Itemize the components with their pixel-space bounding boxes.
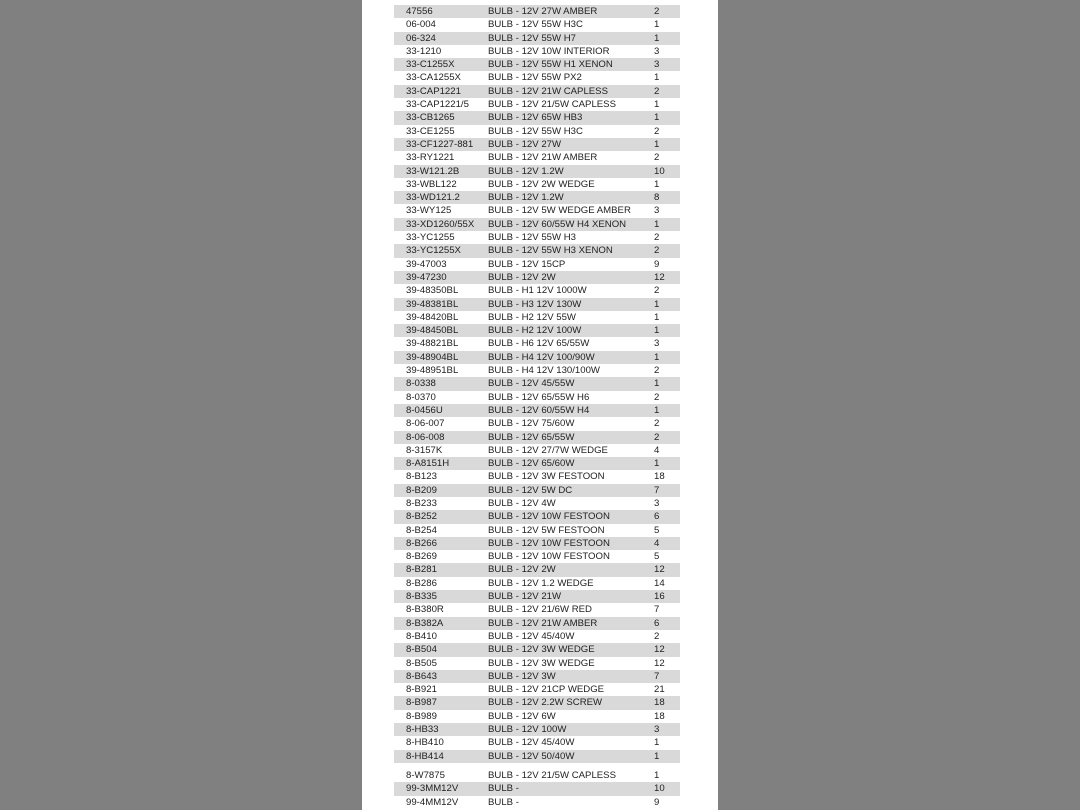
quantity-cell: 1	[654, 72, 660, 84]
table-row	[394, 218, 680, 231]
part-number-cell: 39-48904BL	[406, 351, 459, 363]
quantity-cell: 1	[654, 298, 660, 310]
description-cell: BULB - 12V 21W	[488, 591, 562, 603]
description-cell: BULB - 12V 55W PX2	[488, 72, 582, 84]
quantity-cell: 1	[654, 218, 660, 230]
table-row	[394, 71, 680, 84]
quantity-cell: 3	[654, 497, 660, 509]
quantity-cell: 18	[654, 697, 665, 709]
table-row	[394, 404, 680, 417]
table-row	[394, 18, 680, 31]
quantity-cell: 12	[654, 657, 665, 669]
part-number-cell: 8-B989	[406, 710, 437, 722]
part-number-cell: 8-B281	[406, 564, 437, 576]
part-number-cell: 8-06-007	[406, 418, 445, 430]
description-cell: BULB - 12V 21/6W RED	[488, 604, 592, 616]
part-number-cell: 33-CB1265	[406, 112, 455, 124]
quantity-cell: 3	[654, 338, 660, 350]
table-row	[394, 537, 680, 550]
description-cell: BULB - H3 12V 130W	[488, 298, 582, 310]
description-cell: BULB - H1 12V 1000W	[488, 285, 587, 297]
table-row	[394, 510, 680, 523]
table-row	[394, 284, 680, 297]
quantity-cell: 14	[654, 577, 665, 589]
quantity-cell: 12	[654, 271, 665, 283]
part-number-cell: 33-CA1255X	[406, 72, 461, 84]
description-cell: BULB - 12V 75/60W	[488, 418, 575, 430]
table-row	[394, 377, 680, 390]
part-number-cell: 8-B504	[406, 644, 437, 656]
part-number-cell: 39-47003	[406, 258, 447, 270]
table-row	[394, 5, 680, 18]
part-number-cell: 99-3MM12V	[406, 783, 459, 795]
quantity-cell: 16	[654, 591, 665, 603]
part-number-cell: 33-YC1255	[406, 232, 455, 244]
part-number-cell: 8-0338	[406, 378, 436, 390]
table-row	[394, 298, 680, 311]
part-number-cell: 33-CAP1221/5	[406, 99, 469, 111]
description-cell: BULB - 12V 1.2W	[488, 165, 564, 177]
quantity-cell: 3	[654, 45, 660, 57]
quantity-cell: 8	[654, 192, 660, 204]
table-row	[394, 683, 680, 696]
description-cell: BULB - 12V 55W H7	[488, 32, 576, 44]
table-row	[394, 311, 680, 324]
quantity-cell: 21	[654, 684, 665, 696]
quantity-cell: 1	[654, 178, 660, 190]
description-cell: BULB - 12V 50/40W	[488, 750, 575, 762]
quantity-cell: 5	[654, 524, 660, 536]
quantity-cell: 4	[654, 444, 660, 456]
quantity-cell: 1	[654, 750, 660, 762]
table-row	[394, 796, 680, 809]
table-row	[394, 191, 680, 204]
table-row	[394, 204, 680, 217]
part-number-cell: 33-CE1255	[406, 125, 455, 137]
description-cell: BULB - 12V 21/5W CAPLESS	[488, 769, 616, 781]
table-row	[394, 85, 680, 98]
description-cell: BULB - 12V 55W H1 XENON	[488, 59, 613, 71]
quantity-cell: 1	[654, 138, 660, 150]
table-row	[394, 577, 680, 590]
description-cell: BULB - 12V 3W WEDGE	[488, 657, 595, 669]
description-cell: BULB - 12V 2W	[488, 271, 556, 283]
quantity-cell: 1	[654, 378, 660, 390]
part-number-cell: 33-YC1255X	[406, 245, 461, 257]
description-cell: BULB - 12V 55W H3C	[488, 125, 583, 137]
part-number-cell: 8-B987	[406, 697, 437, 709]
description-cell: BULB - 12V 2.2W SCREW	[488, 697, 603, 709]
table-row	[394, 524, 680, 537]
quantity-cell: 2	[654, 365, 660, 377]
table-row	[394, 670, 680, 683]
part-number-cell: 33-WY125	[406, 205, 452, 217]
table-row	[394, 696, 680, 709]
quantity-cell: 3	[654, 724, 660, 736]
table-row	[394, 617, 680, 630]
description-cell: BULB - 12V 65W HB3	[488, 112, 583, 124]
part-number-cell: 8-B335	[406, 591, 437, 603]
quantity-cell: 2	[654, 630, 660, 642]
part-number-cell: 33-WBL122	[406, 178, 457, 190]
table-row	[394, 457, 680, 470]
quantity-cell: 1	[654, 404, 660, 416]
part-number-cell: 33-WD121.2	[406, 192, 460, 204]
description-cell: BULB - 12V 21/5W CAPLESS	[488, 99, 616, 111]
description-cell: BULB - H4 12V 130/100W	[488, 365, 600, 377]
table-row	[394, 165, 680, 178]
table-row	[394, 563, 680, 576]
part-number-cell: 8-B209	[406, 484, 437, 496]
table-row	[394, 630, 680, 643]
quantity-cell: 2	[654, 285, 660, 297]
part-number-cell: 33-W121.2B	[406, 165, 460, 177]
part-number-cell: 39-48420BL	[406, 311, 459, 323]
quantity-cell: 9	[654, 796, 660, 808]
description-cell: BULB - 12V 60/55W H4	[488, 404, 590, 416]
description-cell: BULB - 12V 10W FESTOON	[488, 511, 610, 523]
table-row	[394, 470, 680, 483]
quantity-cell: 18	[654, 710, 665, 722]
table-row	[394, 138, 680, 151]
part-number-cell: 8-B643	[406, 670, 437, 682]
part-number-cell: 8-B266	[406, 537, 437, 549]
part-number-cell: 8-HB414	[406, 750, 444, 762]
table-row	[394, 324, 680, 337]
quantity-cell: 9	[654, 258, 660, 270]
quantity-cell: 2	[654, 418, 660, 430]
description-cell: BULB - 12V 45/55W	[488, 378, 575, 390]
description-cell: BULB - 12V 27/7W WEDGE	[488, 444, 608, 456]
part-number-cell: 39-48381BL	[406, 298, 459, 310]
part-number-cell: 8-B233	[406, 497, 437, 509]
description-cell: BULB - 12V 55W H3 XENON	[488, 245, 613, 257]
table-row	[394, 258, 680, 271]
table-row	[394, 391, 680, 404]
description-cell: BULB - 12V 15CP	[488, 258, 566, 270]
table-row	[394, 244, 680, 257]
description-cell: BULB - 12V 45/40W	[488, 630, 575, 642]
table-row	[394, 337, 680, 350]
table-row	[394, 484, 680, 497]
table-row	[394, 151, 680, 164]
description-cell: BULB - 12V 3W FESTOON	[488, 471, 605, 483]
part-number-cell: 8-3157K	[406, 444, 443, 456]
quantity-cell: 7	[654, 484, 660, 496]
description-cell: BULB - 12V 65/55W H6	[488, 391, 590, 403]
table-row	[394, 111, 680, 124]
description-cell: BULB - 12V 27W	[488, 138, 562, 150]
quantity-cell: 1	[654, 99, 660, 111]
quantity-cell: 5	[654, 551, 660, 563]
part-number-cell: 8-B123	[406, 471, 437, 483]
description-cell: BULB - 12V 60/55W H4 XENON	[488, 218, 627, 230]
table-row	[394, 444, 680, 457]
part-number-cell: 39-48350BL	[406, 285, 459, 297]
part-number-cell: 33-CAP1221	[406, 85, 461, 97]
quantity-cell: 1	[654, 325, 660, 337]
part-number-cell: 39-47230	[406, 271, 447, 283]
quantity-cell: 10	[654, 783, 665, 795]
table-row	[394, 231, 680, 244]
table-row	[394, 351, 680, 364]
quantity-cell: 1	[654, 311, 660, 323]
table-row	[394, 58, 680, 71]
table-row	[394, 32, 680, 45]
table-row	[394, 271, 680, 284]
description-cell: BULB - 12V 21CP WEDGE	[488, 684, 605, 696]
description-cell: BULB - 12V 55W H3C	[488, 19, 583, 31]
table-row	[394, 723, 680, 736]
quantity-cell: 2	[654, 431, 660, 443]
description-cell: BULB - 12V 2W	[488, 564, 556, 576]
description-cell: BULB - 12V 6W	[488, 710, 556, 722]
quantity-cell: 12	[654, 564, 665, 576]
table-row	[394, 736, 680, 749]
part-number-cell: 8-B921	[406, 684, 437, 696]
table-row	[394, 590, 680, 603]
description-cell: BULB - 12V 21W CAPLESS	[488, 85, 608, 97]
part-number-cell: 39-48821BL	[406, 338, 459, 350]
description-cell: BULB - 12V 45/40W	[488, 737, 575, 749]
part-number-cell: 8-A8151H	[406, 458, 450, 470]
part-number-cell: 39-48951BL	[406, 365, 459, 377]
part-number-cell: 47556	[406, 6, 433, 17]
part-number-cell: 8-B505	[406, 657, 437, 669]
part-number-cell: 8-B410	[406, 630, 437, 642]
description-cell: BULB - 12V 10W FESTOON	[488, 537, 610, 549]
part-number-cell: 33-1210	[406, 45, 442, 57]
description-cell: BULB - 12V 5W FESTOON	[488, 524, 605, 536]
description-cell: BULB -	[488, 783, 519, 795]
quantity-cell: 1	[654, 32, 660, 44]
part-number-cell: 8-B286	[406, 577, 437, 589]
part-number-cell: 8-B380R	[406, 604, 444, 616]
table-row	[394, 178, 680, 191]
description-cell: BULB - 12V 5W DC	[488, 484, 573, 496]
document-page	[362, 0, 718, 810]
part-number-cell: 8-HB410	[406, 737, 444, 749]
parts-list	[394, 5, 680, 809]
quantity-cell: 1	[654, 19, 660, 31]
description-cell: BULB - 12V 4W	[488, 497, 556, 509]
description-cell: BULB - 12V 2W WEDGE	[488, 178, 595, 190]
description-cell: BULB - H4 12V 100/90W	[488, 351, 595, 363]
quantity-cell: 10	[654, 165, 665, 177]
part-number-cell: 33-C1255X	[406, 59, 455, 71]
quantity-cell: 2	[654, 6, 660, 17]
part-number-cell: 8-B269	[406, 551, 437, 563]
quantity-cell: 1	[654, 112, 660, 124]
description-cell: BULB - 12V 5W WEDGE AMBER	[488, 205, 631, 217]
description-cell: BULB -	[488, 796, 519, 808]
description-cell: BULB - 12V 65/60W	[488, 458, 575, 470]
quantity-cell: 2	[654, 125, 660, 137]
table-row	[394, 603, 680, 616]
part-number-cell: 8-B254	[406, 524, 437, 536]
part-number-cell: 33-CF1227-881	[406, 138, 474, 150]
table-row	[394, 98, 680, 111]
description-cell: BULB - 12V 27W AMBER	[488, 6, 598, 17]
table-row	[394, 750, 680, 763]
description-cell: BULB - 12V 1.2 WEDGE	[488, 577, 594, 589]
quantity-cell: 2	[654, 85, 660, 97]
part-number-cell: 8-0456U	[406, 404, 443, 416]
quantity-cell: 18	[654, 471, 665, 483]
table-row	[394, 125, 680, 138]
table-row	[394, 364, 680, 377]
quantity-cell: 6	[654, 617, 660, 629]
part-number-cell: 06-324	[406, 32, 436, 44]
description-cell: BULB - H2 12V 100W	[488, 325, 582, 337]
quantity-cell: 1	[654, 351, 660, 363]
part-number-cell: 8-HB33	[406, 724, 439, 736]
description-cell: BULB - 12V 21W AMBER	[488, 617, 598, 629]
description-cell: BULB - 12V 65/55W	[488, 431, 575, 443]
part-number-cell: 33-RY1221	[406, 152, 455, 164]
quantity-cell: 2	[654, 391, 660, 403]
quantity-cell: 2	[654, 232, 660, 244]
quantity-cell: 2	[654, 245, 660, 257]
description-cell: BULB - 12V 10W FESTOON	[488, 551, 610, 563]
table-row	[394, 782, 680, 795]
part-number-cell: 99-4MM12V	[406, 796, 459, 808]
part-number-cell: 8-0370	[406, 391, 436, 403]
table-row	[394, 769, 680, 782]
description-cell: BULB - 12V 3W WEDGE	[488, 644, 595, 656]
table-row	[394, 417, 680, 430]
table-row	[394, 431, 680, 444]
table-row	[394, 45, 680, 58]
description-cell: BULB - 12V 10W INTERIOR	[488, 45, 610, 57]
table-row	[394, 550, 680, 563]
quantity-cell: 3	[654, 59, 660, 71]
quantity-cell: 1	[654, 769, 660, 781]
description-cell: BULB - H2 12V 55W	[488, 311, 576, 323]
quantity-cell: 4	[654, 537, 660, 549]
description-cell: BULB - 12V 3W	[488, 670, 556, 682]
quantity-cell: 3	[654, 205, 660, 217]
description-cell: BULB - H6 12V 65/55W	[488, 338, 590, 350]
description-cell: BULB - 12V 55W H3	[488, 232, 576, 244]
description-cell: BULB - 12V 21W AMBER	[488, 152, 598, 164]
quantity-cell: 1	[654, 458, 660, 470]
part-number-cell: 39-48450BL	[406, 325, 459, 337]
part-number-cell: 8-B252	[406, 511, 437, 523]
part-number-cell: 8-W7875	[406, 769, 445, 781]
table-row	[394, 710, 680, 723]
part-number-cell: 8-06-008	[406, 431, 445, 443]
part-number-cell: 8-B382A	[406, 617, 444, 629]
description-cell: BULB - 12V 100W	[488, 724, 567, 736]
part-number-cell: 33-XD1260/55X	[406, 218, 475, 230]
quantity-cell: 2	[654, 152, 660, 164]
table-row	[394, 497, 680, 510]
table-row	[394, 657, 680, 670]
quantity-cell: 7	[654, 604, 660, 616]
quantity-cell: 1	[654, 737, 660, 749]
quantity-cell: 6	[654, 511, 660, 523]
part-number-cell: 06-004	[406, 19, 436, 31]
description-cell: BULB - 12V 1.2W	[488, 192, 564, 204]
quantity-cell: 12	[654, 644, 665, 656]
table-row	[394, 643, 680, 656]
quantity-cell: 7	[654, 670, 660, 682]
